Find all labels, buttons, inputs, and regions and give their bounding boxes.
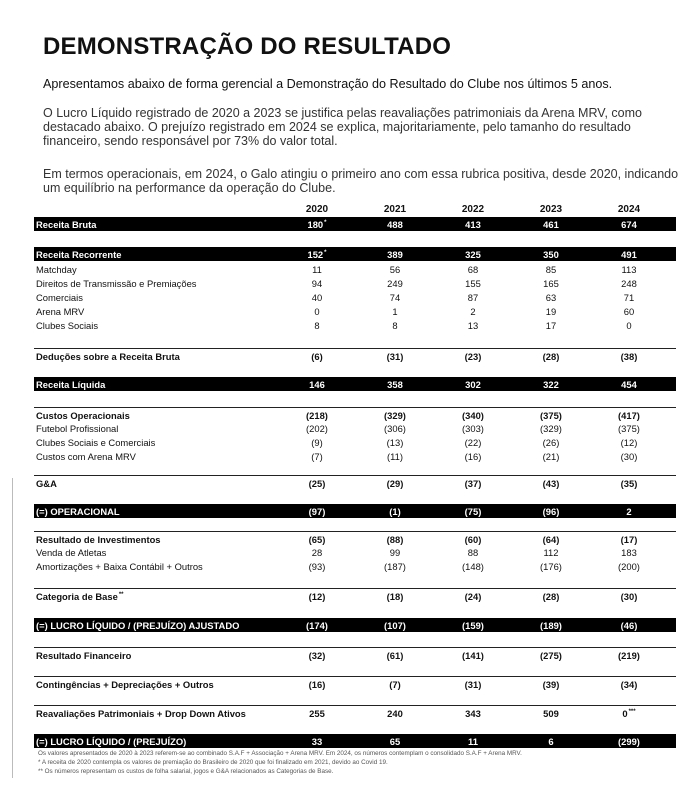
row-value: (306): [384, 422, 406, 434]
row-value: (303): [462, 422, 484, 434]
row-value: 155: [465, 277, 481, 289]
footnote: * A receita de 2020 contempla os valores de premiação do Brasileiro de 2020 que foi finalizado em 2021, devido ao Covid 19.: [38, 759, 388, 766]
table-row: [34, 734, 676, 748]
row-value: (9): [311, 436, 323, 448]
row-value: (32): [308, 649, 326, 661]
row-value: 71: [623, 291, 635, 303]
table-row: [34, 588, 676, 603]
row-value: (16): [308, 678, 326, 690]
table-row: [34, 290, 676, 304]
row-value: 8: [314, 319, 320, 331]
row-label: Deduções sobre a Receita Bruta: [36, 350, 180, 362]
row-label: Amortizações + Baixa Contábil + Outros: [36, 560, 203, 572]
table-row: [34, 676, 676, 691]
row-value: (18): [386, 590, 404, 602]
row-value: 322: [543, 378, 559, 390]
row-value: 389: [387, 248, 403, 260]
row-value: (26): [542, 436, 560, 448]
row-value: (30): [620, 450, 638, 462]
row-value: (25): [308, 477, 326, 489]
row-value: (189): [540, 619, 562, 631]
row-value: 1: [392, 305, 398, 317]
row-value: 491: [621, 248, 637, 260]
row-value: 454: [621, 378, 637, 390]
row-value: 240: [387, 707, 403, 719]
row-value: 68: [467, 263, 479, 275]
row-value: (64): [542, 533, 560, 545]
row-value: (29): [386, 477, 404, 489]
row-value: (31): [464, 678, 482, 690]
row-value: 350: [543, 248, 559, 260]
row-value: (24): [464, 590, 482, 602]
row-label: Categoria de Base**: [36, 590, 124, 602]
row-label: Contingências + Depreciações + Outros: [36, 678, 214, 690]
row-label: Comerciais: [36, 291, 83, 303]
row-value: (96): [542, 505, 560, 517]
row-value: (61): [386, 649, 404, 661]
row-value: 509: [543, 707, 559, 719]
row-value: (375): [618, 422, 640, 434]
row-value: 60: [623, 305, 635, 317]
row-label: Receita Líquida: [36, 378, 106, 390]
table-row: [34, 435, 676, 449]
row-value: 488: [387, 218, 403, 230]
table-row: [34, 247, 676, 261]
row-value: (329): [540, 422, 562, 434]
year-header: 2023: [539, 203, 563, 215]
intro-paragraph-1: O Lucro Líquido registrado de 2020 a 2023 se justifica pelas reavaliações patrimoniais da Arena MRV, como destacado abaixo. O prejuízo registrado em 2024 se explica, majoritariamente, pelo tamanho do resultado financeiro, sendo responsável por 73% do valor total.: [43, 106, 642, 148]
row-value: (43): [542, 477, 560, 489]
row-label: Receita Bruta: [36, 218, 97, 230]
row-value: (141): [462, 649, 484, 661]
row-value: (176): [540, 560, 562, 572]
row-label: Venda de Atletas: [36, 546, 107, 558]
row-value: 183: [621, 546, 637, 558]
row-label: Arena MRV: [36, 305, 85, 317]
row-value: (31): [386, 350, 404, 362]
row-label: (=) LUCRO LÍQUIDO / (PREJUÍZO) AJUSTADO: [36, 619, 240, 631]
row-value: 74: [389, 291, 401, 303]
row-value: (187): [384, 560, 406, 572]
row-value: (299): [618, 735, 640, 747]
row-value: (202): [306, 422, 328, 434]
table-row: [34, 377, 676, 391]
row-value: (35): [620, 477, 638, 489]
row-value: (340): [462, 409, 484, 421]
footnote-mark: **: [118, 591, 124, 598]
row-value: 28: [311, 546, 323, 558]
table-header-row: [34, 202, 676, 216]
row-value: 8: [392, 319, 398, 331]
row-value: 112: [543, 546, 559, 558]
row-value: 87: [467, 291, 479, 303]
table-row: [34, 545, 676, 559]
row-value: 302: [465, 378, 481, 390]
row-label: Custos com Arena MRV: [36, 450, 136, 462]
row-value: (38): [620, 350, 638, 362]
row-label: Futebol Profissional: [36, 422, 119, 434]
row-value: 85: [545, 263, 557, 275]
row-value: (148): [462, 560, 484, 572]
year-header: 2020: [305, 203, 329, 215]
row-value: 0: [626, 319, 632, 331]
row-value: (34): [620, 678, 638, 690]
row-value: 325: [465, 248, 481, 260]
row-value: 343: [465, 707, 481, 719]
table-row: [34, 705, 676, 720]
row-value: 40: [311, 291, 323, 303]
row-value: (11): [387, 450, 403, 462]
footnote: ** Os números representam os custos de folha salarial, jogos e G&A relacionados as Categorias de Base.: [38, 768, 334, 775]
row-value: 19: [545, 305, 557, 317]
row-value: (16): [464, 450, 482, 462]
row-value: (60): [464, 533, 482, 545]
table-row: [34, 449, 676, 463]
table-row: [34, 647, 676, 662]
row-value: 113: [621, 263, 637, 275]
row-label: Receita Recorrente: [36, 248, 122, 260]
year-header: 2024: [617, 203, 641, 215]
row-label: Custos Operacionais: [36, 409, 130, 421]
row-value: (65): [308, 533, 326, 545]
row-value: (219): [618, 649, 640, 661]
row-value: (21): [542, 450, 560, 462]
table-row: [34, 304, 676, 318]
row-value: 249: [387, 277, 403, 289]
row-value: (88): [386, 533, 404, 545]
row-value: 88: [467, 546, 479, 558]
row-value: 674: [621, 218, 637, 230]
row-value: (75): [464, 505, 482, 517]
row-value: 0: [314, 305, 320, 317]
row-value: (28): [542, 350, 560, 362]
row-value: 2: [470, 305, 476, 317]
row-value: 180*: [307, 218, 327, 230]
left-margin-rule: [12, 478, 13, 778]
row-value: (28): [542, 590, 560, 602]
row-label: Resultado de Investimentos: [36, 533, 161, 545]
page-title: DEMONSTRAÇÃO DO RESULTADO: [43, 33, 452, 60]
row-value: (6): [311, 350, 323, 362]
row-value: (7): [389, 678, 401, 690]
row-value: (275): [540, 649, 562, 661]
row-value: (12): [308, 590, 326, 602]
row-label: (=) LUCRO LÍQUIDO / (PREJUÍZO): [36, 735, 187, 747]
row-label: (=) OPERACIONAL: [36, 505, 120, 517]
row-label: Reavaliações Patrimoniais + Drop Down Ativos: [36, 707, 246, 719]
footnote-mark: ***: [628, 708, 636, 715]
row-value: (37): [464, 477, 482, 489]
row-value: (218): [306, 409, 328, 421]
row-value: 11: [312, 263, 322, 275]
table-row: [34, 504, 676, 518]
row-value: (39): [542, 678, 560, 690]
row-value: (329): [384, 409, 406, 421]
year-header: 2021: [383, 203, 407, 215]
row-value: 13: [467, 319, 479, 331]
income-statement-table: [34, 202, 676, 747]
row-value: (93): [308, 560, 326, 572]
row-label: Clubes Sociais: [36, 319, 99, 331]
row-value: 2: [626, 505, 632, 517]
row-value: (97): [308, 505, 326, 517]
row-value: (13): [386, 436, 404, 448]
row-value: 11: [468, 735, 478, 747]
row-value: (30): [620, 590, 638, 602]
row-value: (375): [540, 409, 562, 421]
row-value: (200): [618, 560, 640, 572]
row-value: (107): [384, 619, 406, 631]
row-value: (12): [620, 436, 638, 448]
row-label: G&A: [36, 477, 57, 489]
year-header: 2022: [461, 203, 485, 215]
table-row: [34, 531, 676, 546]
row-value: 65: [389, 735, 401, 747]
row-value: 94: [311, 277, 323, 289]
row-value: (159): [462, 619, 484, 631]
table-row: [34, 407, 676, 422]
row-label: Clubes Sociais e Comerciais: [36, 436, 156, 448]
row-value: 413: [465, 218, 481, 230]
row-value: 248: [621, 277, 637, 289]
row-value: 17: [545, 319, 557, 331]
row-value: (174): [306, 619, 328, 631]
row-value: 99: [389, 546, 401, 558]
row-value: 152*: [307, 248, 327, 260]
intro-paragraph-2: Em termos operacionais, em 2024, o Galo atingiu o primeiro ano com essa rubrica positiva, desde 2020, indicando um equilíbrio na performance da operação do Clube.: [43, 167, 679, 195]
footnote-mark: *: [324, 249, 327, 256]
table-row: [34, 318, 676, 332]
footnote-mark: *: [324, 219, 327, 226]
row-value: 255: [309, 707, 325, 719]
table-row: [34, 348, 676, 363]
table-row: [34, 217, 676, 231]
row-value: (17): [620, 533, 638, 545]
table-row: [34, 276, 676, 290]
table-row: [34, 475, 676, 490]
row-value: (417): [618, 409, 640, 421]
row-label: Matchday: [36, 263, 77, 275]
row-value: 165: [543, 277, 559, 289]
row-label: Direitos de Transmissão e Premiações: [36, 277, 197, 289]
footnote: Os valores apresentados de 2020 à 2023 referem-se ao combinado S.A.F + Associação + Arena MRV. Em 2024, os números contemplam o consolidado S.A.F + Arena MRV.: [38, 750, 522, 757]
table-row: [34, 262, 676, 276]
row-value: (46): [620, 619, 638, 631]
row-value: 6: [548, 735, 554, 747]
row-label: Resultado Financeiro: [36, 649, 132, 661]
row-value: 33: [311, 735, 323, 747]
table-row: [34, 421, 676, 435]
row-value: (1): [389, 505, 401, 517]
row-value: (22): [464, 436, 482, 448]
row-value: 0***: [622, 707, 636, 719]
row-value: 56: [389, 263, 401, 275]
table-row: [34, 559, 676, 573]
row-value: 146: [309, 378, 325, 390]
row-value: (7): [311, 450, 323, 462]
row-value: (23): [464, 350, 482, 362]
page-subtitle: Apresentamos abaixo de forma gerencial a Demonstração do Resultado do Clube nos últimos 5 anos.: [43, 77, 613, 91]
table-row: [34, 618, 676, 632]
row-value: 358: [387, 378, 403, 390]
row-value: 63: [545, 291, 557, 303]
row-value: 461: [543, 218, 559, 230]
